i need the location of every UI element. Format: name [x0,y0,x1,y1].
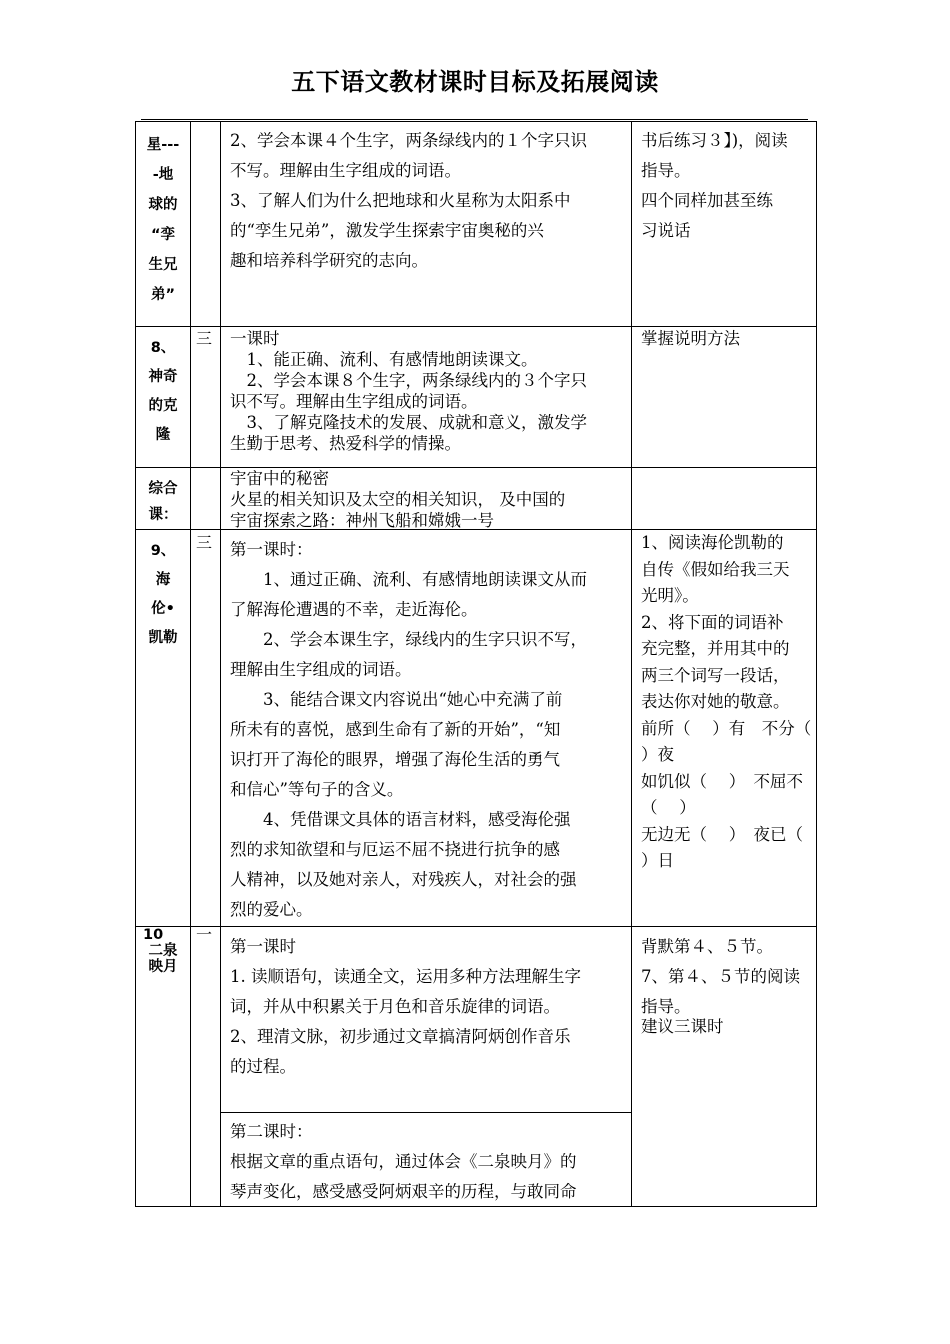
lesson-title: 8、 神奇 的克 隆 [148,340,178,443]
extended-reading: 背默第４、５节。 7、第４、５节的阅读 指导。 建议三课时 [641,937,800,1036]
lesson-goals: 第一课时： 1、通过正确、流利、有感情地朗读课文从而 了解海伦遭遇的不幸，走近海伦。 2、学会本课生字，绿线内的生字只识不写， 理解由生字组成的词语。 3、能结合课文内容说出“她心中充满了前 所未有的喜悦，感到生命有了新的开始”，“知 识打开了海伦的眼界，增强了海伦生活的勇气 和信心”等句子的含义。 4、凭借课文具体的语言材料，感受海伦强 烈的求知欲望和与厄运不屈不挠进行抗争的感 人精神，以及她对亲人，对残疾人，对社会的强 烈的爱心。 [230,540,587,919]
period-cell [190,529,221,927]
page-title: 五下语文教材课时目标及拓展阅读 [291,68,659,96]
lesson-title: 10 二泉 映月 [143,927,178,975]
extended-reading: 书后练习３】)，阅读 指导。 四个同样加甚至练 习说话 [641,131,788,240]
lesson-goals-second: 第二课时： 根据文章的重点语句，通过体会《二泉映月》的 琴声变化，感受感受阿炳艰辛的历程，与敢同命 [230,1122,577,1201]
lesson-goals: 第一课时 1. 读顺语句，读通全文，运用多种方法理解生字 词，并从中积累关于月色和音乐旋律的词语。 2、理清文脉，初步通过文章搞清阿炳创作音乐 的过程。 [230,937,581,1076]
period-cell [190,467,221,530]
period-count: 一 [196,925,213,944]
reading-cell [631,467,817,530]
extended-reading: 1、阅读海伦凯勒的 自传《假如给我三天 光明》。 2、将下面的词语补 充完整，并用其中的 两三个词写一段话， 表达你对她的敬意。 前所（ ）有 不分（ ）夜 如饥似（ ） 不屈不 （ ） 无边无（ ） 夜已（ ）日 [641,533,812,870]
extended-reading: 掌握说明方法 [641,329,740,348]
lesson-title: 9、 海 伦• 凯勒 [148,543,178,646]
period-cell [190,121,221,327]
lesson-goals: 一课时 1、能正确、流利、有感情地朗读课文。 2、学会本课８个生字，两条绿线内的３个字只 识不写。理解由生字组成的词语。 3、了解克隆技术的发展、成就和意义，激发学 生勤于思考、热爱科学的情操。 [230,329,587,453]
period-cell [190,926,221,1207]
period-count: 三 [196,533,213,552]
lesson-title: 星--- -地 球的 “孪 生兄 弟” [146,137,180,303]
lesson-goals: 宇宙中的秘密 火星的相关知识及太空的相关知识， 及中国的 宇宙探索之路：神州飞船和嫦娥一号 [230,469,566,530]
lesson-title: 综合 课： [148,481,178,523]
period-count: 三 [196,329,213,348]
title-underline [141,119,808,120]
lesson-goals: 2、学会本课４个生字，两条绿线内的１个字只识 不写。理解由生字组成的词语。 3、了解人们为什么把地球和火星称为太阳系中 的“孪生兄弟”，激发学生探索宇宙奥秘的兴 趣和培养科学研究的志向。 [230,131,587,270]
